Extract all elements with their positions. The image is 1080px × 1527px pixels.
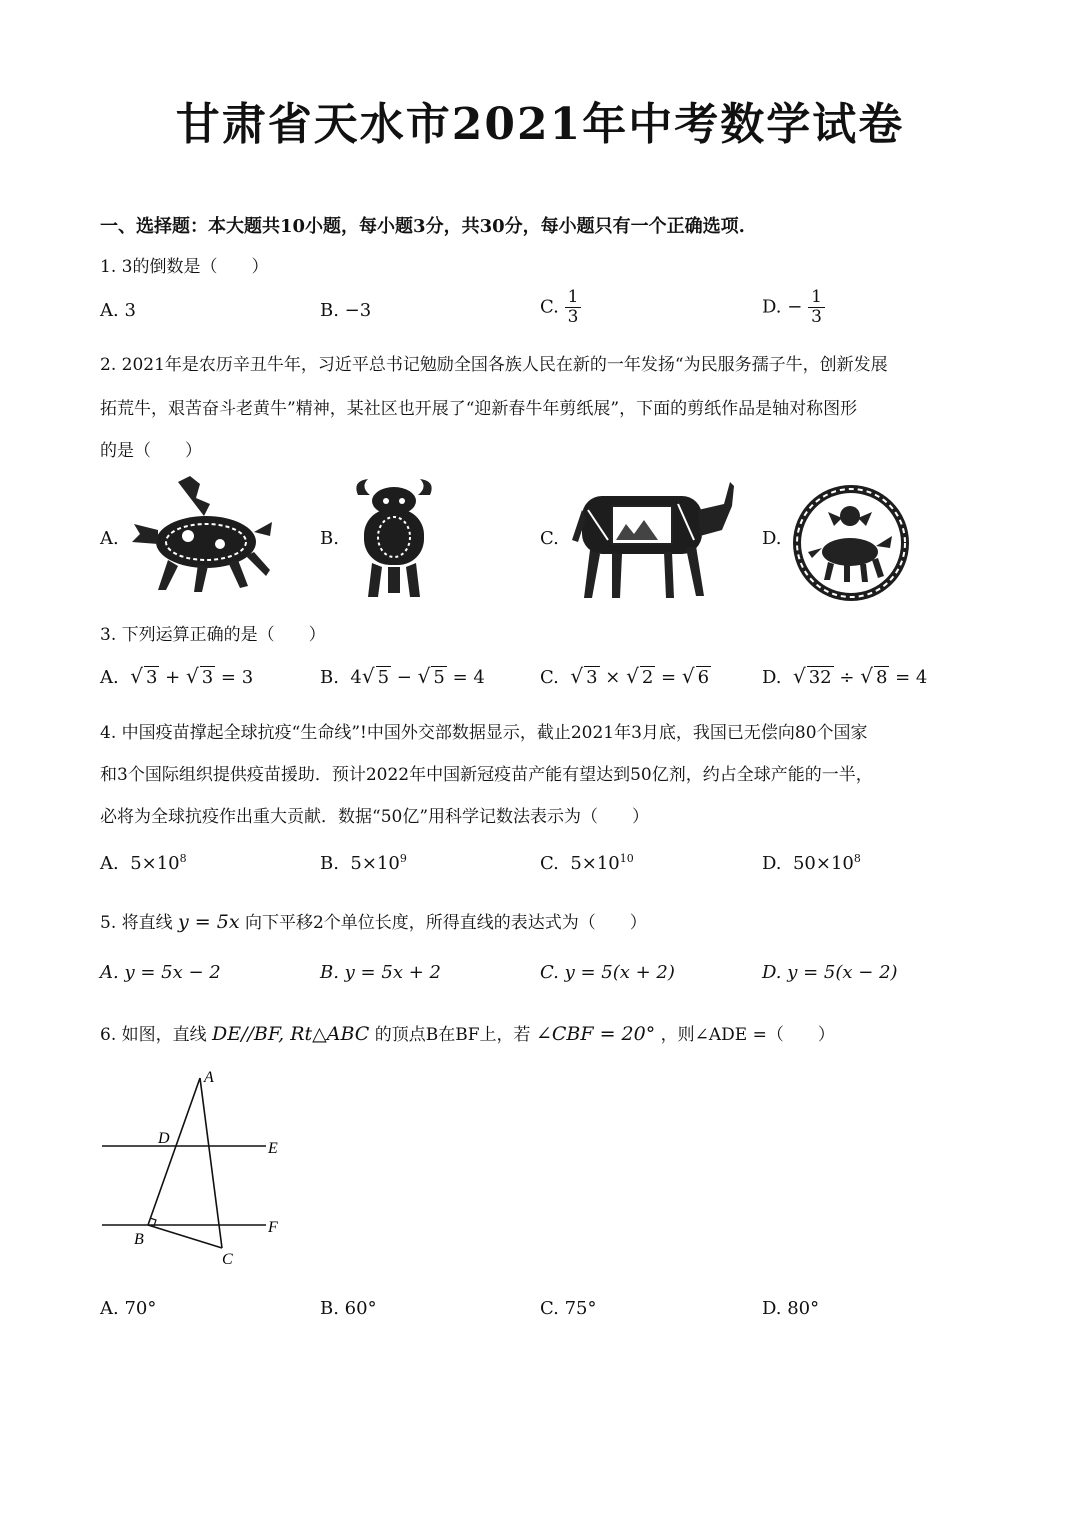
q3-b-result: = 4 (452, 667, 485, 688)
q6-stem (100, 1020, 835, 1045)
q3-a-result: = 3 (220, 667, 254, 688)
q3-d-label: D. (762, 667, 782, 688)
q6-option-a: A. 70° (100, 1298, 157, 1319)
q5-stem (100, 908, 647, 933)
q1-option-d-sign: − (787, 296, 803, 318)
triangle-figure (96, 1064, 296, 1274)
q4-b-base: 5×10 (350, 853, 400, 874)
q3-a-radicand-1: 3 (145, 667, 158, 688)
q4-stem-line3: 必将为全球抗疫作出重大贡献．数据“50亿”用科学记数法表示为（ ） (100, 807, 650, 827)
label-c: C (222, 1251, 233, 1268)
q4-c-base: 5×10 (570, 853, 620, 874)
label-d: D (158, 1130, 170, 1147)
q6-stem-expr1: DE//BF, Rt△ABC (212, 1023, 370, 1045)
q3-option-c (540, 664, 711, 688)
q6-stem-mid: 的顶点B在BF上，若 (374, 1025, 531, 1045)
q4-option-c (540, 852, 634, 874)
q1-option-d-label: D. (762, 296, 782, 318)
q3-option-a (100, 664, 253, 688)
q4-a-exponent: 8 (179, 852, 187, 865)
q4-d-exponent: 8 (853, 852, 861, 865)
q5-stem-post: 向下平移2个单位长度，所得直线的表达式为（ ） (244, 913, 647, 933)
q3-option-d (762, 664, 927, 688)
q3-c-eq: = (661, 667, 677, 688)
q6-option-d: D. 80° (762, 1298, 820, 1319)
q4-b-exponent: 9 (399, 852, 407, 865)
q3-c-radicand-3: 6 (697, 667, 710, 688)
q3-a-op: + (165, 667, 181, 688)
q1-stem: 1. 3的倒数是（ ） (100, 257, 269, 277)
q4-option-d (762, 852, 861, 874)
q3-b-label: B. (320, 667, 339, 688)
q3-d-result: = 4 (895, 667, 928, 688)
q1-option-c-fraction (565, 288, 582, 326)
q5-option-d: D. y = 5(x − 2) (762, 962, 898, 983)
q3-d-radicand-1: 32 (808, 667, 832, 688)
q4-d-base: 50×10 (792, 853, 854, 874)
q3-a-label: A. (100, 667, 119, 688)
q6-option-c: C. 75° (540, 1298, 597, 1319)
sqrt-icon: √ (570, 664, 584, 688)
q2-option-a: A. (100, 528, 119, 549)
q3-b-radicand-2: 5 (433, 667, 445, 688)
q3-c-label: C. (540, 667, 559, 688)
label-e: E (268, 1140, 278, 1157)
q6-stem-expr2: ∠CBF = 20° (535, 1023, 656, 1045)
q5-stem-expr: y = 5x (178, 911, 240, 933)
ox-papercut-d-image (788, 482, 914, 604)
q3-b-radicand-1: 5 (377, 667, 390, 688)
sqrt-icon: √ (361, 664, 375, 688)
q2-stem-line2: 拓荒牛，艰苦奋斗老黄牛”精神，某社区也开展了“迎新春牛年剪纸展”，下面的剪纸作品是轴对称图形 (100, 399, 858, 419)
q4-a-base: 5×10 (130, 853, 180, 874)
section-heading: 一、选择题：本大题共10小题，每小题3分，共30分，每小题只有一个正确选项. (100, 216, 745, 237)
q2-option-d: D. (762, 528, 782, 549)
q4-c-exponent: 10 (619, 852, 634, 865)
q3-stem: 3. 下列运算正确的是（ ） (100, 625, 326, 645)
q3-c-op: × (605, 667, 621, 688)
sqrt-icon: √ (681, 664, 695, 688)
q3-d-op: ÷ (839, 667, 855, 688)
q3-c-radicand-2: 2 (641, 667, 654, 688)
q6-stem-post: ，则∠ADE =（ ） (660, 1025, 835, 1045)
q3-option-b (320, 664, 485, 688)
q1-option-c (540, 288, 581, 326)
ox-papercut-b-image (350, 477, 438, 601)
label-b: B (134, 1231, 144, 1248)
q4-option-b (320, 852, 407, 874)
q1-c-numerator: 1 (565, 288, 582, 308)
sqrt-icon: √ (626, 664, 639, 688)
q4-a-label: A. (100, 853, 119, 874)
q3-a-radicand-2: 3 (201, 667, 214, 688)
q5-stem-pre: 5. 将直线 (100, 913, 173, 933)
q2-stem-line3: 的是（ ） (100, 441, 202, 461)
q1-option-c-label: C. (540, 296, 559, 318)
sqrt-icon: √ (417, 664, 431, 688)
q3-b-op: − (396, 667, 412, 688)
side-ab (148, 1078, 200, 1225)
q4-d-label: D. (762, 853, 782, 874)
q2-option-b: B. (320, 528, 339, 549)
q4-stem-line1: 4. 中国疫苗撑起全球抗疫“生命线”!中国外交部数据显示，截止2021年3月底，我国已无偿向80个国家 (100, 723, 868, 743)
label-a: A (204, 1069, 214, 1086)
q5-option-b: B. y = 5x + 2 (320, 962, 441, 983)
ox-papercut-c-image (568, 480, 738, 602)
q2-stem-line1: 2. 2021年是农历辛丑牛年，习近平总书记勉励全国各族人民在新的一年发扬“为民服务孺子牛，创新发展 (100, 355, 888, 375)
q3-c-radicand-1: 3 (586, 667, 598, 688)
q4-stem-line2: 和3个国际组织提供疫苗援助．预计2022年中国新冠疫苗产能有望达到50亿剂，约占全球产能的一半， (100, 765, 873, 785)
sqrt-icon: √ (792, 664, 806, 688)
q4-c-label: C. (540, 853, 559, 874)
sqrt-icon: √ (860, 664, 873, 688)
side-bc (148, 1225, 222, 1248)
sqrt-icon: √ (185, 664, 199, 688)
q3-b-coef: 4 (350, 667, 362, 688)
sqrt-icon: √ (130, 664, 143, 688)
q2-option-c: C. (540, 528, 559, 549)
q6-stem-pre: 6. 如图，直线 (100, 1025, 207, 1045)
q6-option-b: B. 60° (320, 1298, 377, 1319)
q1-option-d (762, 288, 825, 326)
q4-option-a (100, 852, 187, 874)
q1-option-a: A. 3 (100, 300, 136, 321)
q1-option-b: B. −3 (320, 300, 372, 321)
side-ac (200, 1078, 222, 1248)
q1-option-d-fraction (808, 288, 825, 326)
q3-d-radicand-2: 8 (875, 667, 888, 688)
q1-c-denominator: 3 (567, 306, 579, 327)
ox-papercut-a-image (128, 472, 276, 596)
q4-b-label: B. (320, 853, 339, 874)
page-title: 甘肃省天水市2021年中考数学试卷 (175, 99, 905, 150)
q1-d-numerator: 1 (808, 288, 825, 308)
q5-option-a: A. y = 5x − 2 (100, 962, 221, 983)
label-f: F (268, 1219, 278, 1236)
q1-d-denominator: 3 (811, 306, 822, 327)
q5-option-c: C. y = 5(x + 2) (540, 962, 675, 983)
